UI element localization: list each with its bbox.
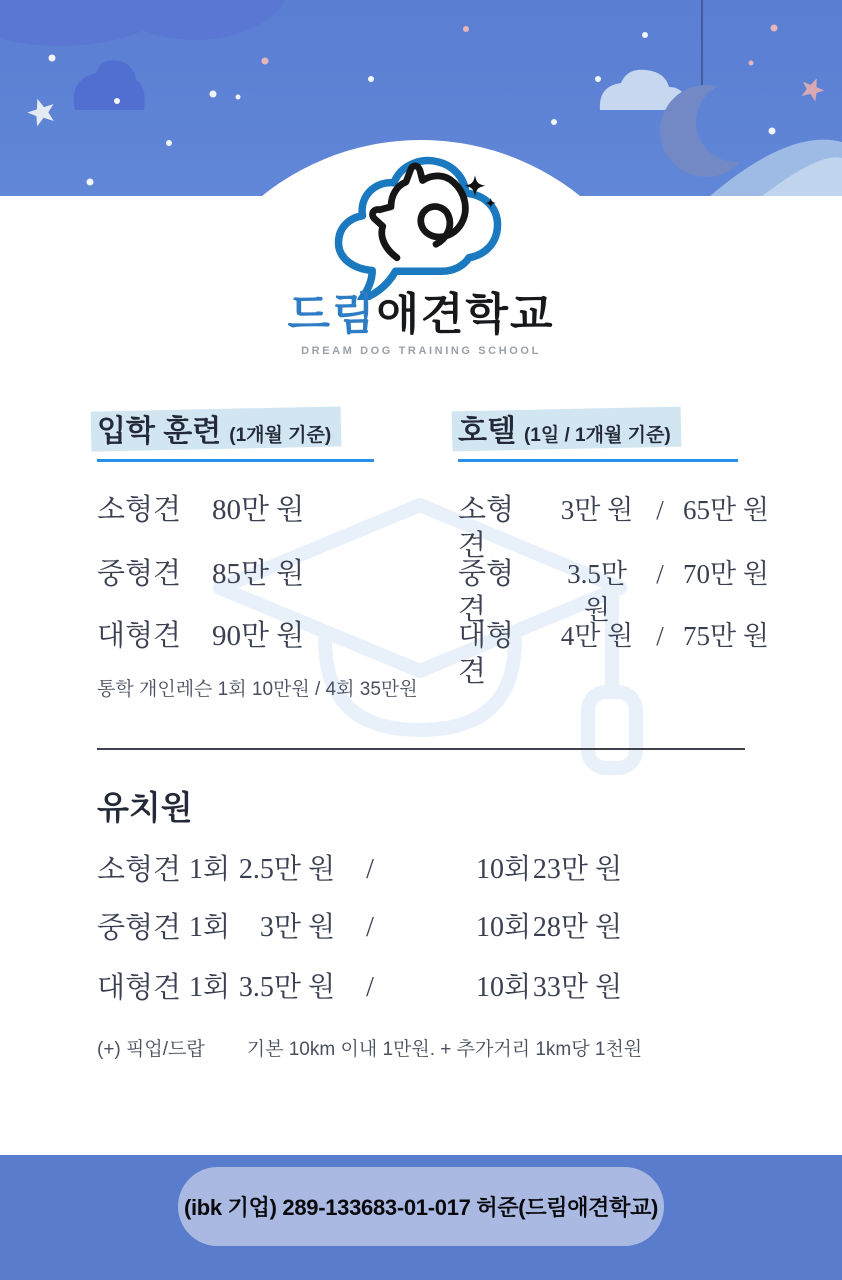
- dog-size-label: 중형견: [458, 558, 515, 626]
- pickup-note: [97, 1034, 642, 1061]
- logo: [0, 148, 842, 357]
- footer-band: [0, 1155, 842, 1280]
- session-price: 2.5만 원: [238, 854, 335, 885]
- pink-dots: [262, 25, 778, 66]
- cloud-icon: [74, 60, 145, 110]
- monthly-price: 70만 원: [683, 559, 769, 589]
- bundle-price: 28만 원: [532, 912, 622, 943]
- section-hotel-header: [458, 406, 738, 462]
- training-note: 통학 개인레슨 1회 10만원 / 4회 35만원: [97, 679, 418, 700]
- bundle-unit: 10회: [476, 912, 532, 943]
- bundle-price: 23만 원: [532, 854, 622, 885]
- training-row: [97, 556, 304, 592]
- slash-separator: /: [366, 912, 374, 943]
- dog-size-label: 소형견: [458, 494, 515, 562]
- kindergarten-row: [97, 910, 622, 946]
- section-title: 호텔: [458, 415, 516, 448]
- pickup-note-text: 기본 10km 이내 1만원. + 추가거리 1km당 1천원: [246, 1039, 643, 1060]
- brand-title: [0, 292, 842, 338]
- brand-title-dark: 애견학교: [376, 290, 555, 339]
- section-title: 입학 훈련: [97, 415, 222, 448]
- hotel-row: [458, 492, 772, 564]
- bundle-price: 33만 원: [532, 972, 622, 1003]
- training-row: [97, 492, 304, 528]
- section-title-note: (1개월 기준): [229, 425, 332, 446]
- monthly-price: 65만 원: [683, 495, 769, 525]
- pickup-note-label: (+) 픽업/드랍: [97, 1039, 205, 1060]
- daily-price: 4만 원: [560, 621, 634, 651]
- section-divider: [97, 748, 745, 750]
- dog-size-label: 중형견: [97, 912, 182, 944]
- session-unit: 1회: [189, 972, 231, 1003]
- session-unit: 1회: [189, 912, 231, 943]
- section-kindergarten-title: 유치원: [97, 789, 193, 826]
- slash-separator: /: [366, 854, 374, 885]
- section-training-header: [97, 406, 374, 462]
- bank-account-text: (ibk 기업) 289-133683-01-017 허준(드림애견학교): [183, 1195, 659, 1220]
- dog-cloud-logo-icon: [331, 148, 511, 300]
- session-unit: 1회: [189, 854, 231, 885]
- kindergarten-row: [97, 970, 622, 1006]
- star-icon: [798, 74, 828, 103]
- price-value: 85만 원: [212, 558, 305, 590]
- star-icon: [24, 94, 58, 127]
- brand-title-blue: 드림: [287, 290, 377, 339]
- header-underline: [458, 459, 738, 462]
- session-price: 3만 원: [259, 912, 335, 943]
- slash-separator: /: [656, 621, 664, 651]
- bundle-unit: 10회: [476, 854, 532, 885]
- dog-size-label: 중형견: [97, 558, 182, 590]
- brand-subtitle: DREAM DOG TRAINING SCHOOL: [301, 345, 541, 358]
- daily-price: 3만 원: [560, 495, 634, 525]
- bundle-unit: 10회: [476, 972, 532, 1003]
- session-price: 3.5만 원: [238, 972, 335, 1003]
- price-value: 80만 원: [212, 494, 305, 526]
- dog-size-label: 소형견: [97, 494, 182, 526]
- dog-size-label: 대형견: [458, 620, 515, 688]
- price-value: 90만 원: [212, 620, 305, 652]
- slash-separator: /: [366, 972, 374, 1003]
- header-underline: [97, 459, 374, 462]
- slash-separator: /: [656, 495, 664, 525]
- kindergarten-row: [97, 852, 622, 888]
- dog-size-label: 소형견: [97, 854, 182, 886]
- daily-price: 3.5만 원: [567, 559, 627, 625]
- monthly-price: 75만 원: [683, 621, 769, 651]
- training-row: [97, 618, 304, 654]
- slash-separator: /: [656, 559, 664, 589]
- bank-account-pill: [178, 1167, 664, 1246]
- dog-size-label: 대형견: [97, 620, 182, 652]
- hotel-row: [458, 618, 772, 690]
- dog-size-label: 대형견: [97, 972, 182, 1004]
- section-title-note: (1일 / 1개월 기준): [523, 425, 671, 446]
